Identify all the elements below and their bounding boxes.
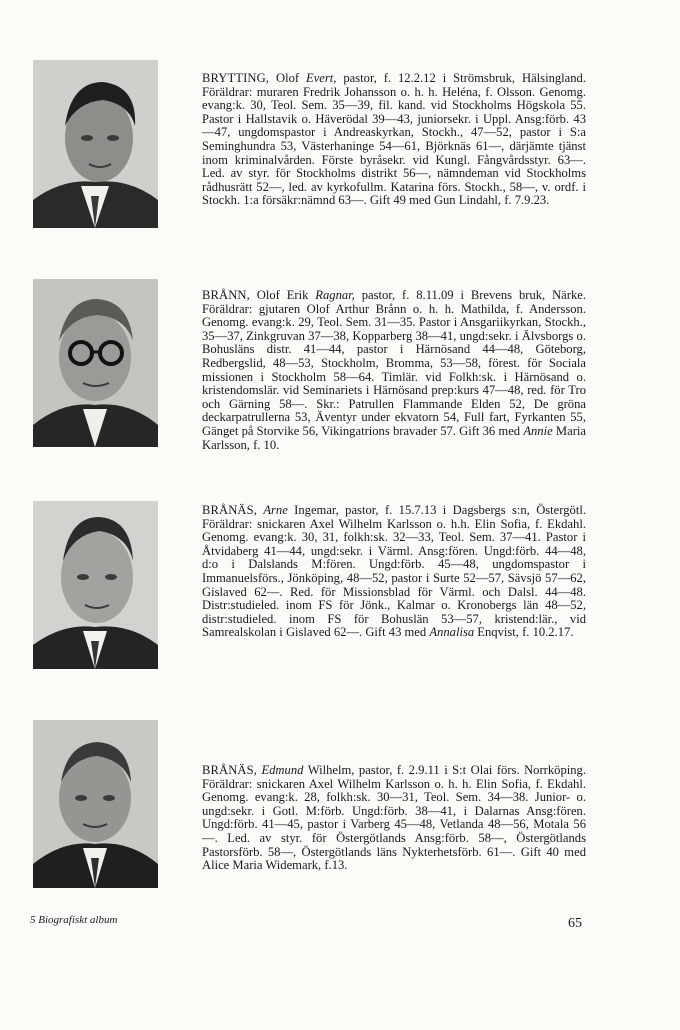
given-name-italic: Arne <box>263 503 288 517</box>
surname: BRYTTING, <box>202 71 270 85</box>
biography-body: pastor, f. 12.2.12 i Strömsbruk, Hälsingland. Föräldrar: muraren Fredrik Johansson o. h. h. Heléna, f. Olsson. Genomg. evang:k. 30, Teol. Sem. 35—39, fil. kand. vid Stockholms Högskola 55. Pastor i Hallstavik o. Häverödal 39—43, juniorsekr. i Uppl. Ansg:förb. 43—47, ungdomspastor i Andreaskyrkan, Stockh., 47—52, pastor i S:a Seminghundra 53, Västerhaninge 54—61, Björknäs 61—, därjämte tjänst inom kriminalvården. Förste byråsekr. vid Kungl. Fångvårdsstyr. 63—. Led. av styr. för Stockholms distrikt 56—, nämndeman vid Stockholms rådhusrätt 52—, led. av kyrkofullm. Katarina förs. Stockh., 58—, v. ordf. i Stockh. 1:a försäkr:nämnd 63—. Gift 49 med Gun Lindahl, f. 7.9.23. <box>202 71 586 208</box>
given-name-italic: Edmund <box>261 763 304 777</box>
page-number: 65 <box>568 916 582 931</box>
footer-signature-mark: 5 Biografiskt album <box>30 914 118 926</box>
spouse-rest: Enqvist, f. 10.2.17. <box>477 625 574 640</box>
portrait-image <box>33 60 158 228</box>
surname: BRÅNÄS, <box>202 503 257 517</box>
given-name-italic: Ragnar, <box>315 288 355 302</box>
surname: BRÅNN, <box>202 288 250 302</box>
biography-body: pastor, f. 8.11.09 i Brevens bruk, Närke. Föräldrar: gjutaren Olof Arthur Brånn o. h. h. Mathilda, f. Andersson. Genomg. evang:k. 29, Teol. Sem. 31—35. Pastor i Ansgariikyrkan, Stockh., 35—37, Zinkgruvan 37—38, Kopparberg 38—41, ungd:sekr. i Älvsborgs o. Bohusläns distr. 41—44, pastor i Härnösand 44—48, Göteborg, Redbergslid, 48—53, Stockholm, Bromma, 53—58, förest. för Sociala missionen i Stockholm 58—64. Timlär. vid Folkh:sk. i Härnösand o. kristendomslär. vid Seminariets i Härnösand prep:kurs 47—48, red. för Tro och Gärning 58—. Skr.: Patrullen Flammande Elden 52, De gröna deckarpatrullerna 53, Äventyr under ekvatorn 54, Full fart, Fyrkanten 55, Gänget på Storvike 56, Vikingatrions bravader 57. Gift 36 med <box>202 288 586 438</box>
spouse-rest: Maria Karlsson, f. 10. <box>202 423 586 452</box>
entry-text <box>202 72 586 208</box>
biography-body: pastor, f. 2.9.11 i S:t Olai förs. Norrköping. Föräldrar: snickaren Axel Wilhelm Karlsson o. h. h. Elin Sofia, f. Ekdahl. Genomg. evang:k. 28, folkh:sk. 30—31, Teol. Sem. 34—38. Junior- o. ungd:sekr. i Gotl. M:förb. Ungd:förb. 38—41, i Dalarnas Ansg:fören. Ungd:förb. 41—45, pastor i Varberg 45—48, Vetlanda 48—56, Motala 56—. Led. av styr. för Östergötlands Ansg:förb. 58—, Östergötlands Pastorsförb. 58—, Östergötlands läns Nykterhetsförb. 61—. Gift 40 med Alice Maria Widemark, f.13. <box>202 763 586 873</box>
given-name-italic: Evert, <box>306 71 337 85</box>
given-names: Olof Erik <box>256 288 309 302</box>
spouse-name-italic: Annalisa <box>429 625 475 640</box>
surname: BRÅNÄS, <box>202 763 257 777</box>
portrait-photo <box>33 279 158 447</box>
given-names: Ingemar, <box>294 503 339 517</box>
given-names: Olof <box>275 71 300 85</box>
given-names: Wilhelm, <box>307 763 355 777</box>
entry-text <box>202 764 586 873</box>
portrait-image <box>33 501 158 669</box>
portrait-photo <box>33 501 158 669</box>
portrait-image <box>33 279 158 447</box>
portrait-image <box>33 720 158 888</box>
portrait-photo <box>33 720 158 888</box>
spouse-name-italic: Annie <box>523 423 553 438</box>
biography-body: pastor, f. 15.7.13 i Dagsbergs s:n, Östergötl. Föräldrar: snickaren Axel Wilhelm Karlsson o. h.h. Elin Sofia, f. Ekdahl. Genomg. evang:k. 30, 31, folkh:sk. 32—33, Teol. Sem. 37—41. Pastor i Åtvidaberg 41—44, ungd:sekr. i Värml. Ansg:fören. Ungd:förb. 44—48, d:o i Dalslands M:fören. Ungd:förb. 45—48, ungdomspastor i Immanuelsförs., Jönköping, 48—52, pastor i Surte 52—57, Sävsjö 57—62, Gislaved 62—. Red. för Missionsblad för Värml. och Dalsl. 44—48. Distr:studieled. inom FS för Jönk., Kalmar o. Kronobergs län 48—52, distr:studieled. inom FS för Bohuslän 53—57, kristend:lär., vid Samrealskolan i Gislaved 62—. Gift 43 med <box>202 503 586 640</box>
portrait-photo <box>33 60 158 228</box>
entry-text <box>202 289 586 452</box>
entry-text <box>202 504 586 640</box>
